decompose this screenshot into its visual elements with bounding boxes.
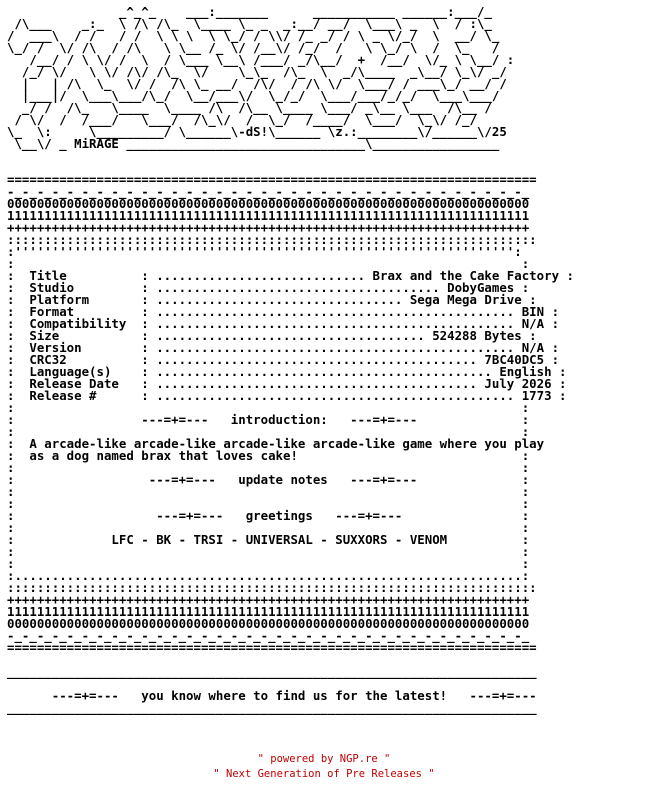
nfo-line: 1111111111111111111111111111111111111111111111111111111111111111111111: [7, 208, 530, 223]
nfo-line: : :: [7, 544, 530, 559]
nfo-line: : Version : ................................................ N/A :: [7, 340, 560, 355]
nfo-line: _/ / /\_ \____ \____ /\ /\__ \____ \___/ _\__ \___ /\__ /: [7, 100, 492, 115]
nfo-line: _______________________________________________________________________: [7, 664, 537, 679]
tagline-line: " Next Generation of Pre Releases ": [213, 768, 435, 780]
nfo-line: : :: [7, 496, 530, 511]
nfo-line: : ---=+=--- greetings ---=+=--- :: [7, 508, 530, 523]
nfo-line: _______________________________________________________________________: [7, 700, 537, 715]
nfo-line: : Studio : ...................................... DobyGames :: [7, 280, 530, 295]
nfo-line: : Language(s) : ............................................. English :: [7, 364, 567, 379]
nfo-line: ++++++++++++++++++++++++++++++++++++++++++++++++++++++++++++++++++++++: [7, 592, 530, 607]
nfo-line: _^_^_ ___:_______ ___________ ______:___/_: [7, 4, 492, 19]
nfo-line: /_/ \/ \ \/ /\/ /\_ \/ \_\_ /\_ \ _/\____ _\__/ \_\/ _/: [7, 64, 507, 79]
nfo-line: :::::::::::::::::::::::::::::::::::::::::::::::::::::::::::::::::::::::: [7, 232, 537, 247]
nfo-line: 1111111111111111111111111111111111111111111111111111111111111111111111: [7, 604, 530, 619]
nfo-line: : Size : .................................... 524288 Bytes :: [7, 328, 537, 343]
nfo-line: /\___ _:_ \ /\ /\_ \____ \_ _ _:__/ __/ \___\ _ \ / :\_: [7, 16, 492, 31]
nfo-line: ---=+=--- you know where to find us for the latest! ---=+=---: [7, 688, 537, 703]
nfo-line: : Title : ............................ Brax and the Cake Factory :: [7, 268, 574, 283]
nfo-line: =======================================================================: [7, 640, 537, 655]
nfo-line: :::::::::::::::::::::::::::::::::::::::::::::::::::::::::::::::::::::::: [7, 580, 537, 595]
nfo-line: 0000000000000000000000000000000000000000000000000000000000000000000000: [7, 196, 530, 211]
powered-by-line: " powered by NGP.re ": [257, 753, 391, 765]
nfo-line: : :: [7, 400, 530, 415]
nfo-line: : :: [7, 556, 530, 571]
nfo-line: =======================================================================: [7, 172, 537, 187]
nfo-line: |___|/ \___\___/\_/ \__/___\/ \_/_/ \___/___/_/_/ \___\___/: [7, 88, 500, 103]
nfo-line: : ---=+=--- introduction: ---=+=--- :: [7, 412, 530, 427]
nfo-text-block: [7, 6, 574, 714]
nfo-line: : ---=+=--- update notes ---=+=--- :: [7, 472, 530, 487]
nfo-line: : Compatibility : ................................................ N/A :: [7, 316, 560, 331]
nfo-line: \_ \: \_________/ \______\-dS!\______ \z.:________\/______\/25: [7, 124, 507, 139]
nfo-line: / \/ / /___/ \___/ /\_\/ / \_/ /____/ \___/ \_\/ /_/: [7, 112, 477, 127]
nfo-line: : Release # : ................................................ 1773 :: [7, 388, 567, 403]
nfo-line: : Release Date : ........................................... July 2026 :: [7, 376, 567, 391]
nfo-line: : :: [7, 424, 530, 439]
nfo-line: : :: [7, 460, 530, 475]
nfo-line: | | /\ \_ \/ / /\ \_ __/ /\/ / /\ \/ \___/ / ___\_/ __/ /: [7, 76, 507, 91]
nfo-line: : CRC32 : ........................................... 7BC40DC5 :: [7, 352, 560, 367]
nfo-line: [7, 150, 574, 162]
nfo-line: :''''''''''''''''''''''''''''''''''''''''''''''''''''''''''''''''''':: [7, 244, 522, 259]
nfo-line: -_-_-_-_-_-_-_-_-_-_-_-_-_-_-_-_-_-_-_-_-_-_-_-_-_-_-_-_-_-_-_-_-_-_-_: [7, 184, 530, 199]
nfo-line: 0000000000000000000000000000000000000000000000000000000000000000000000: [7, 616, 530, 631]
nfo-line: /__/ / \ \/ / \ / \___ \__\ /___/ _/\__/ + /__/ \/_ \ \__/ :: [7, 52, 515, 67]
nfo-line: : :: [7, 484, 530, 499]
nfo-line: ++++++++++++++++++++++++++++++++++++++++++++++++++++++++++++++++++++++: [7, 220, 530, 235]
nfo-line: -_-_-_-_-_-_-_-_-_-_-_-_-_-_-_-_-_-_-_-_-_-_-_-_-_-_-_-_-_-_-_-_-_-_-_: [7, 628, 530, 643]
nfo-line: : as a dog named brax that loves cake! :: [7, 448, 530, 463]
nfo-line: / ___\ / / / / \ \ \ \ \_/ / \\/ /_ _/ / \ _ \/_/ \ __/ \_: [7, 28, 500, 43]
nfo-line: : Format : ................................................ BIN :: [7, 304, 560, 319]
nfo-line: \_/ / \/ /\ / /\ \ \__ /_ \/ /__\/ /_/ / \ \_/ \ / \_ /: [7, 40, 500, 55]
nfo-line: : Platform : ................................. Sega Mega Drive :: [7, 292, 537, 307]
nfo-line: : LFC - BK - TRSI - UNIVERSAL - SUXXORS - VENOM :: [7, 532, 530, 547]
nfo-line: :....................................................................:: [7, 568, 530, 583]
nfo-line: \__\/ _ MiRAGE ________________________________\_________________: [7, 136, 500, 151]
nfo-line: : A arcade-like arcade-like arcade-like arcade-like game where you play: [7, 436, 545, 451]
nfo-line: : :: [7, 520, 530, 535]
footer-credits: [0, 752, 648, 782]
nfo-line: : :: [7, 256, 530, 271]
